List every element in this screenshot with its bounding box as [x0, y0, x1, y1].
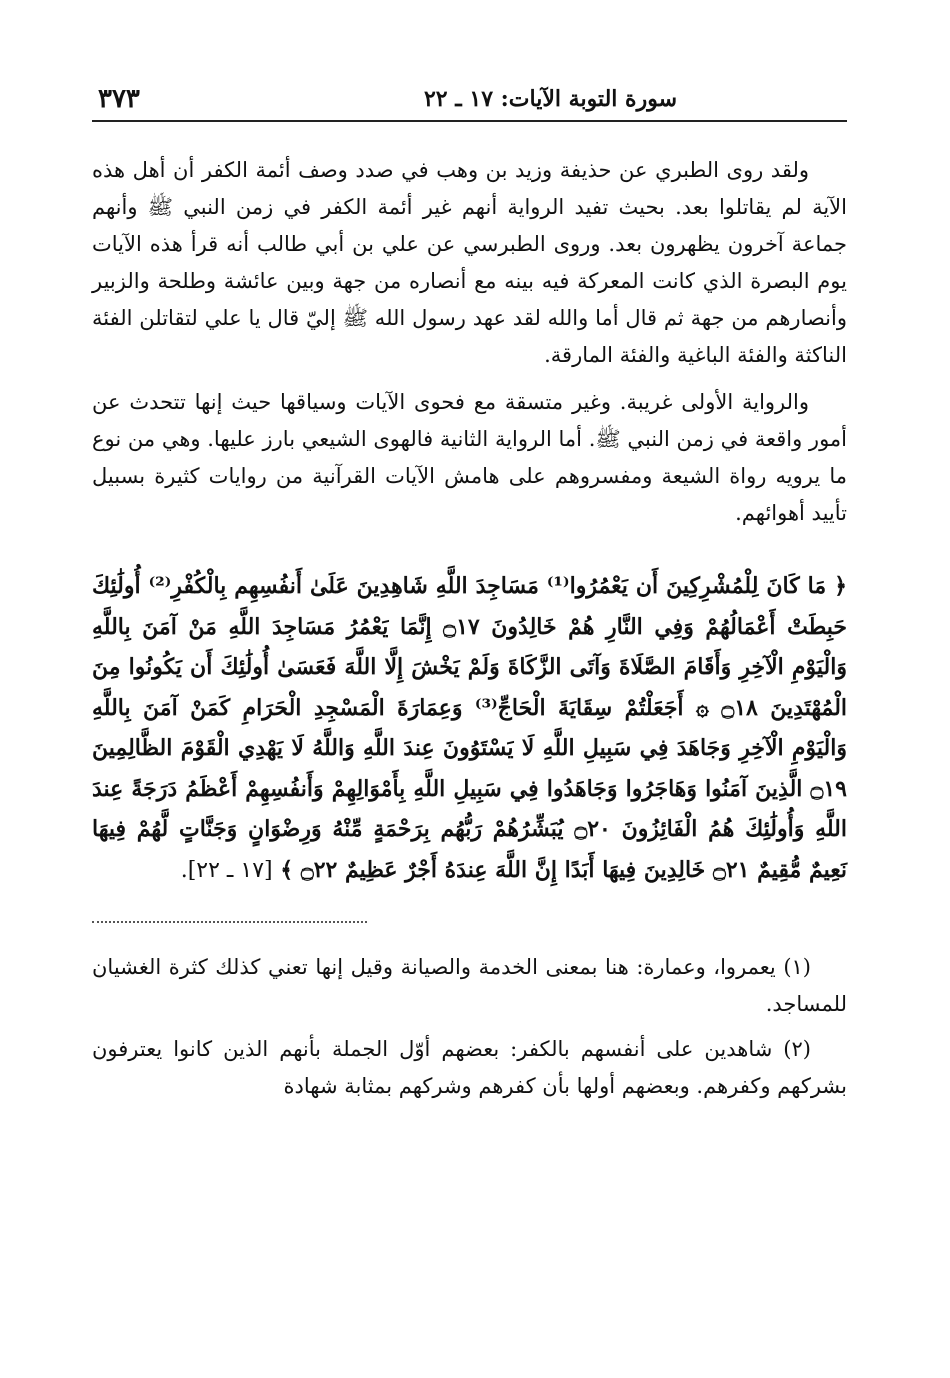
page-number: ٣٧٣ — [98, 84, 140, 114]
verse-reference: [١٧ ـ ٢٢]. — [180, 857, 273, 883]
paragraph-1: ولقد روى الطبري عن حذيفة وزيد بن وهب في صدد وصف أئمة الكفر أن أهل هذه الآية لم يقاتلوا بعد. بحيث تفيد الرواية أنهم غير أئمة الكفر في زمن النبي ﷺ وأنهم جماعة آخرون يظهرون بعد. وروى الطبرسي عن علي بن أبي طالب أنه قرأ هذه الآيات يوم البصرة الذي كانت المعركة فيه بينه مع أنصاره من جهة وبين عائشة وطلحة والزبير وأنصارهم من جهة ثم قال أما والله لقد عهد رسول الله ﷺ إليّ قال يا علي لتقاتلن الفئة الناكثة والفئة الباغية والفئة المارقة. — [92, 158, 847, 367]
quran-text: ﴿ مَا كَانَ لِلْمُشْرِكِينَ أَن يَعْمُرُوا⁽¹⁾ مَسَاجِدَ اللَّهِ شَاهِدِينَ عَلَىٰ أَنفُسِهِم بِالْكُفْرِ⁽²⁾ أُولَٰئِكَ حَبِطَتْ أَعْمَالُهُمْ وَفِي النَّارِ هُمْ خَالِدُونَ ۝١٧ إِنَّمَا يَعْمُرُ مَسَاجِدَ اللَّهِ مَنْ آمَنَ بِاللَّهِ وَالْيَوْمِ الْآخِرِ وَأَقَامَ الصَّلَاةَ وَآتَى الزَّكَاةَ وَلَمْ يَخْشَ إِلَّا اللَّهَ فَعَسَىٰ أُولَٰئِكَ أَن يَكُونُوا مِنَ الْمُهْتَدِينَ ۝١٨ ۞ أَجَعَلْتُمْ سِقَايَةَ الْحَاجِّ⁽³⁾ وَعِمَارَةَ الْمَسْجِدِ الْحَرَامِ كَمَنْ آمَنَ بِاللَّهِ وَالْيَوْمِ الْآخِرِ وَجَاهَدَ فِي سَبِيلِ اللَّهِ لَا يَسْتَوُونَ عِندَ اللَّهِ وَاللَّهُ لَا يَهْدِي الْقَوْمَ الظَّالِمِينَ ۝١٩ الَّذِينَ آمَنُوا وَهَاجَرُوا وَجَاهَدُوا فِي سَبِيلِ اللَّهِ بِأَمْوَالِهِمْ وَأَنفُسِهِمْ أَعْظَمُ دَرَجَةً عِندَ اللَّهِ وَأُولَٰئِكَ هُمُ الْفَائِزُونَ ۝٢٠ يُبَشِّرُهُمْ رَبُّهُم بِرَحْمَةٍ مِّنْهُ وَرِضْوَانٍ وَجَنَّاتٍ لَّهُمْ فِيهَا نَعِيمٌ مُّقِيمٌ ۝٢١ خَالِدِينَ فِيهَا أَبَدًا إِنَّ اللَّهَ عِندَهُ أَجْرٌ عَظِيمٌ ۝٢٢ ﴾ — [92, 573, 848, 883]
running-title: سورة التوبة الآيات: ١٧ ـ ٢٢ — [423, 86, 677, 112]
main-text — [92, 152, 847, 891]
footnotes — [92, 949, 847, 1105]
page-header — [92, 70, 847, 122]
footnote-2: (٢) شاهدين على أنفسهم بالكفر: بعضهم أوّل الجملة بأنهم الذين كانوا يعترفون بشركهم وكفرهم. وبعضهم أولها بأن كفرهم وشركهم بمثابة شهادة — [92, 1037, 847, 1098]
footnote-separator — [92, 921, 367, 923]
quran-verses — [92, 566, 847, 891]
footnote-1: (١) يعمروا، وعمارة: هنا بمعنى الخدمة والصيانة وقيل إنها تعني كذلك كثرة الغشيان للمساجد. — [92, 955, 847, 1016]
book-page — [92, 70, 847, 1300]
paragraph-2: والرواية الأولى غريبة. وغير متسقة مع فحوى الآيات وسياقها حيث إنها تتحدث عن أمور واقعة في زمن النبي ﷺ. أما الرواية الثانية فالهوى الشيعي بارز عليها. وهي من نوع ما يرويه رواة الشيعة ومفسروهم على هامش الآيات القرآنية من روايات كثيرة بسبيل تأييد أهوائهم. — [92, 390, 847, 525]
